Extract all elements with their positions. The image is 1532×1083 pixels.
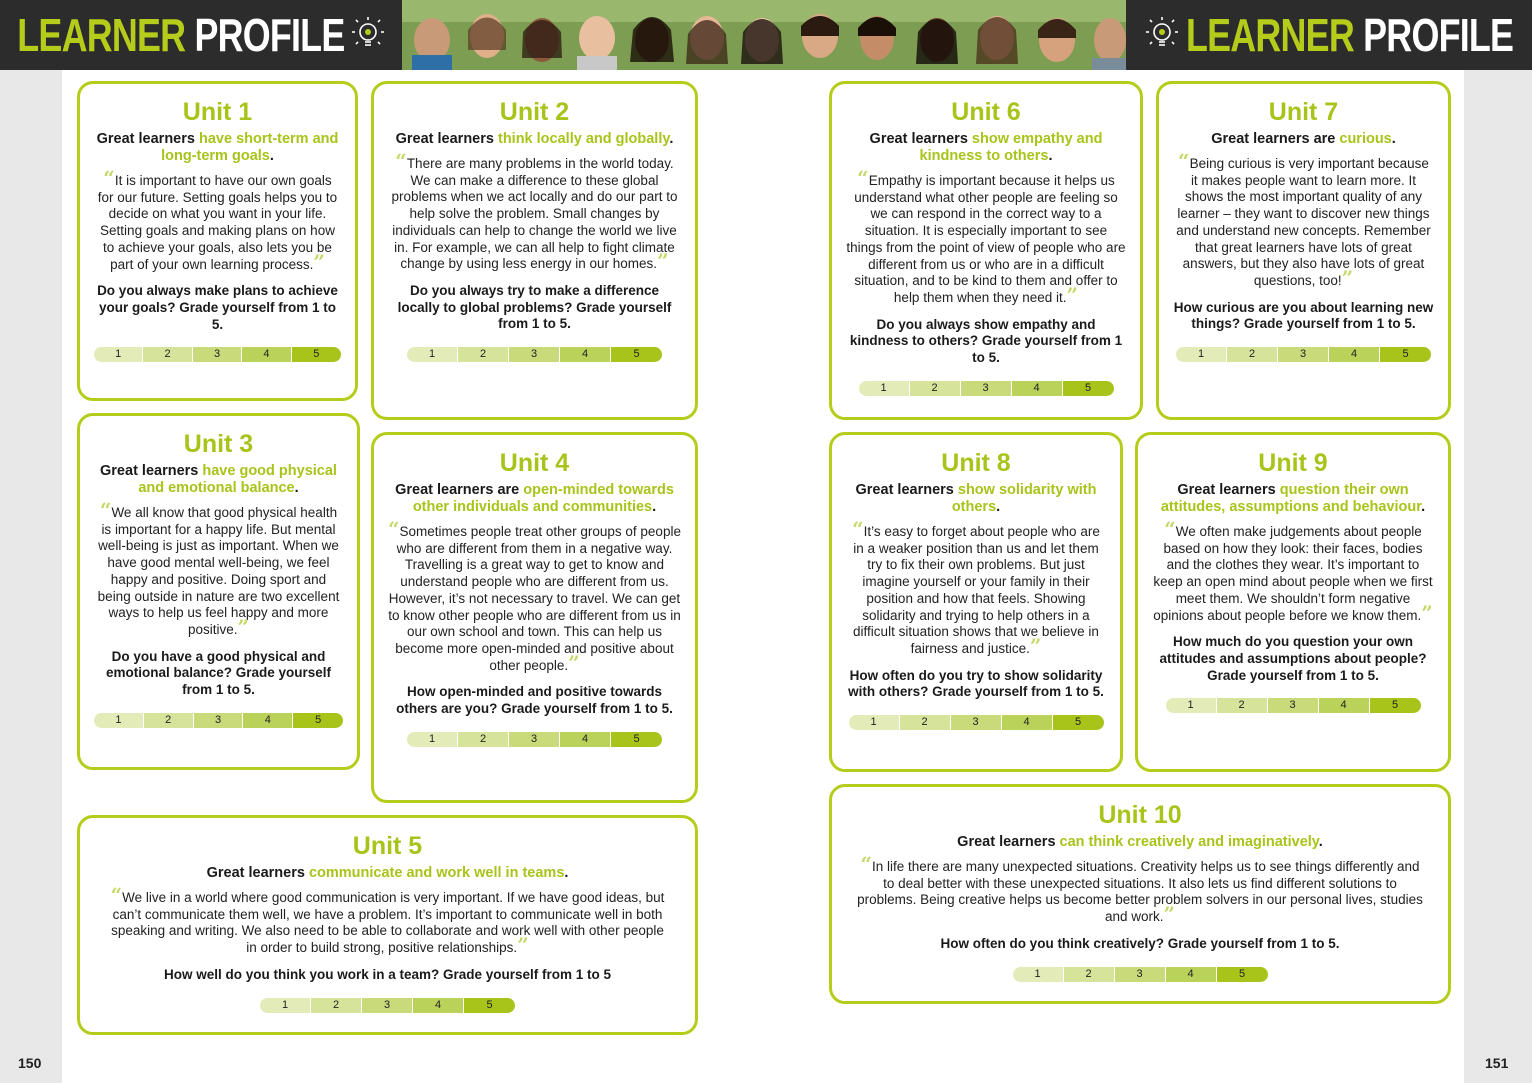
grade-option[interactable]: 2 xyxy=(1217,698,1268,713)
lead-prefix: Great learners xyxy=(96,131,199,147)
open-quote-icon: “ xyxy=(857,166,869,190)
unit-body-text: Sometimes people treat other groups of people who are different from them in a negative way. Travelling is a great way to get to know and understand people who are different from us. However, it’s not necessary to travel. We can get to know other people who are different from us in our own school and town. This can help us become more open-minded and positive about other people. xyxy=(388,524,681,673)
header-title-right: LEARNER PROFILE xyxy=(1186,9,1514,61)
grade-option[interactable]: 5 xyxy=(1217,967,1268,982)
close-quote-icon: ” xyxy=(313,249,325,274)
unit-question: Do you always show empathy and kindness to others? Grade yourself from 1 to 5. xyxy=(849,316,1123,366)
lead-highlight: curious xyxy=(1339,131,1392,147)
unit-body-text: We all know that good physical health is important for a happy life. But mental well-being is just as important. When we have good mental well-being, we feel happy and positive. Doing sport and being outside in nature are two excellent ways to help us feel happy and more positive. xyxy=(97,505,340,637)
grade-scale xyxy=(388,347,681,362)
grade-option[interactable]: 1 xyxy=(849,715,900,730)
header-right xyxy=(1126,0,1532,70)
grade-option[interactable]: 5 xyxy=(611,347,662,362)
lead-prefix: Great learners xyxy=(395,131,498,147)
lead-suffix: . xyxy=(996,499,1001,515)
unit-lead xyxy=(1173,131,1434,148)
unit-card xyxy=(829,784,1451,1004)
unit-card xyxy=(1156,81,1451,420)
grade-option[interactable]: 1 xyxy=(94,347,143,362)
unit-body-text: We live in a world where good communication is very important. If we have good ideas, but can’t communicate them well, we have a problem. It’s important to communicate well in both speaking and writing. We also need to be able to collaborate and work well with other people in order to build strong, positive relationships. xyxy=(111,890,665,956)
lead-highlight: think locally and globally xyxy=(497,131,670,147)
lead-suffix: . xyxy=(1391,131,1396,147)
grade-option[interactable]: 2 xyxy=(311,998,362,1013)
unit-body-text: Empathy is important because it helps us understand what other people are feeling so we can respond in the correct way to a situation. It is especially important to see things from the point of view of people who are different from us or who are in a difficult situation, and to be kind to them and offer to help them when they need it. xyxy=(846,173,1126,305)
unit-title: Unit 2 xyxy=(499,98,570,126)
grade-option[interactable]: 5 xyxy=(1053,715,1104,730)
unit-body-text: There are many problems in the world today. We can make a difference to these global problems when we act locally and do our part to help solve the problem. Small changes by individuals can help to change the world we live in. For example, we can all help to fight climate change by using less energy in our homes. xyxy=(391,156,678,272)
grade-option[interactable]: 4 xyxy=(560,732,611,747)
grade-option[interactable]: 4 xyxy=(560,347,611,362)
close-quote-icon: ” xyxy=(237,614,250,639)
lead-highlight: have good physical and emotional balance xyxy=(138,463,337,496)
close-quote-icon: ” xyxy=(657,249,669,274)
grade-option[interactable]: 1 xyxy=(407,347,458,362)
unit-body-text: In life there are many unexpected situations. Creativity helps us to see things differently and to deal better with these unexpected situations. It also lets us find different solutions to problems. Being creative helps us become better problem solvers in our personal lives, studies and work. xyxy=(857,859,1423,925)
lead-highlight: show empathy and kindness to others xyxy=(919,131,1103,164)
unit-lead xyxy=(94,131,341,165)
header-left xyxy=(0,0,402,70)
unit-card xyxy=(829,81,1143,420)
unit-title: Unit 7 xyxy=(1268,98,1339,126)
unit-body xyxy=(94,166,341,274)
close-quote-icon: ” xyxy=(568,650,580,675)
header-title-left: LEARNER PROFILE xyxy=(16,9,344,61)
unit-question: How often do you think creatively? Grade yourself from 1 to 5. xyxy=(940,935,1340,951)
grade-option[interactable]: 1 xyxy=(1013,967,1064,982)
close-quote-icon: ” xyxy=(1341,265,1354,290)
unit-question: How open-minded and positive towards others are you? Grade yourself from 1 to 5. xyxy=(396,684,673,717)
open-quote-icon: “ xyxy=(860,852,872,876)
unit-body xyxy=(388,149,681,274)
grade-option[interactable]: 3 xyxy=(951,715,1002,730)
grade-option[interactable]: 2 xyxy=(144,713,194,728)
open-quote-icon: “ xyxy=(1178,149,1190,173)
unit-card xyxy=(77,81,358,401)
unit-question: Do you always make plans to achieve your goals? Grade yourself from 1 to 5. xyxy=(97,283,338,332)
grade-option[interactable]: 4 xyxy=(1319,698,1370,713)
grade-option[interactable]: 5 xyxy=(292,347,341,362)
unit-lead xyxy=(856,834,1424,851)
grade-option[interactable]: 5 xyxy=(293,713,343,728)
grade-option[interactable]: 2 xyxy=(458,732,509,747)
left-margin xyxy=(0,70,62,1083)
unit-body xyxy=(1152,517,1434,625)
lead-prefix: Great learners xyxy=(957,834,1060,850)
unit-body-text: Being curious is very important because it makes people want to learn more. It shows the most important quality of any learner – they want to discover new things and understand new concepts. Remember that great learners have lots of great answers, but they also have lots of great questions, too! xyxy=(1176,156,1431,288)
grade-scale xyxy=(94,347,341,362)
close-quote-icon: ” xyxy=(1421,600,1433,625)
unit-card xyxy=(371,81,698,420)
unit-title: Unit 10 xyxy=(1098,801,1182,829)
lead-suffix: . xyxy=(564,865,569,881)
grade-scale xyxy=(856,967,1424,982)
grade-option[interactable]: 3 xyxy=(194,713,244,728)
grade-scale xyxy=(104,998,671,1013)
unit-card xyxy=(371,432,698,803)
grade-option[interactable]: 3 xyxy=(193,347,242,362)
lead-suffix: . xyxy=(269,148,274,164)
unit-body-text: It’s easy to forget about people who are in a weaker position than us and let them try to fix their own problems. But just imagine yourself or your family in their position and how that feels. Showing solidarity and trying to help others in a difficult situation shows that we believe in fairness and justice. xyxy=(853,524,1100,656)
grade-option[interactable]: 5 xyxy=(1380,347,1431,362)
grade-option[interactable]: 5 xyxy=(1063,381,1114,396)
unit-lead xyxy=(388,482,681,516)
grade-option[interactable]: 1 xyxy=(1166,698,1217,713)
unit-card xyxy=(829,432,1123,772)
grade-option[interactable]: 5 xyxy=(464,998,515,1013)
lead-suffix: . xyxy=(294,480,299,496)
grade-option[interactable]: 2 xyxy=(900,715,951,730)
open-quote-icon: “ xyxy=(852,517,864,541)
grade-option[interactable]: 3 xyxy=(1278,347,1329,362)
lead-prefix: Great learners xyxy=(869,131,972,147)
unit-lead xyxy=(94,463,343,497)
unit-body-text: It is important to have our own goals for our future. Setting goals helps you to decide on what you want in your life. Setting goals and making plans on how to achieve your goals, also lets you be part of your own learning process. xyxy=(97,173,338,272)
unit-question: How well do you think you work in a team? Grade yourself from 1 to 5 xyxy=(163,966,612,982)
grade-option[interactable]: 4 xyxy=(1329,347,1380,362)
grade-scale xyxy=(1152,698,1434,713)
lead-highlight: communicate and work well in teams xyxy=(308,865,565,881)
open-quote-icon: “ xyxy=(110,883,123,907)
grade-option[interactable]: 1 xyxy=(94,713,144,728)
unit-title: Unit 8 xyxy=(941,449,1011,477)
unit-body-text: We often make judgements about people based on how they look: their faces, bodies and the clothes they wear. It’s important to keep an open mind about people when we first meet them. We shouldn’t form negative opinions about people before we know them. xyxy=(1153,524,1433,623)
grade-option[interactable]: 4 xyxy=(1012,381,1063,396)
open-quote-icon: “ xyxy=(1164,517,1176,541)
unit-body xyxy=(388,517,681,675)
grade-option[interactable]: 4 xyxy=(1002,715,1053,730)
lead-suffix: . xyxy=(1318,834,1323,850)
close-quote-icon: ” xyxy=(1163,902,1176,927)
grade-scale xyxy=(94,713,343,728)
unit-question: How much do you question your own attitudes and assumptions about people? Grade yourself from 1 to 5. xyxy=(1159,634,1427,683)
grade-option[interactable]: 4 xyxy=(243,713,293,728)
page-number-left: 150 xyxy=(18,1055,42,1071)
grade-option[interactable]: 2 xyxy=(910,381,961,396)
open-quote-icon: “ xyxy=(388,517,400,541)
unit-title: Unit 6 xyxy=(951,98,1021,126)
grade-option[interactable]: 3 xyxy=(509,732,560,747)
open-quote-icon: “ xyxy=(99,498,112,522)
unit-question: Do you always try to make a difference locally to global problems? Grade yourself from 1 to 5. xyxy=(397,282,672,332)
open-quote-icon: “ xyxy=(395,149,407,173)
lead-highlight: open-minded towards other individuals and communities xyxy=(412,482,674,515)
lead-suffix: . xyxy=(652,499,657,515)
unit-body xyxy=(846,166,1126,307)
unit-question: How often do you try to show solidarity with others? Grade yourself from 1 to 5. xyxy=(848,667,1104,700)
right-margin xyxy=(1464,70,1532,1083)
unit-body xyxy=(94,498,343,639)
grade-option[interactable]: 3 xyxy=(362,998,413,1013)
unit-card xyxy=(77,815,698,1035)
unit-lead xyxy=(846,482,1106,516)
unit-title: Unit 5 xyxy=(352,832,423,860)
unit-lead xyxy=(388,131,681,148)
lightbulb-icon xyxy=(350,15,386,55)
grade-option[interactable]: 1 xyxy=(260,998,311,1013)
unit-lead xyxy=(846,131,1126,165)
grade-option[interactable]: 3 xyxy=(961,381,1012,396)
grade-option[interactable]: 3 xyxy=(1268,698,1319,713)
grade-option[interactable]: 1 xyxy=(407,732,458,747)
grade-option[interactable]: 4 xyxy=(242,347,291,362)
lead-highlight: show solidarity with others xyxy=(951,482,1097,515)
unit-title: Unit 4 xyxy=(499,449,570,477)
unit-body xyxy=(1173,149,1434,290)
lead-prefix: Great learners xyxy=(855,482,958,498)
lightbulb-icon xyxy=(1144,15,1180,55)
close-quote-icon: ” xyxy=(1066,282,1079,307)
lead-prefix: Great learners xyxy=(1177,482,1280,498)
unit-title: Unit 9 xyxy=(1258,449,1328,477)
unit-body xyxy=(856,852,1424,927)
grade-option[interactable]: 1 xyxy=(1176,347,1227,362)
grade-option[interactable]: 4 xyxy=(1166,967,1217,982)
unit-question: Do you have a good physical and emotional balance? Grade yourself from 1 to 5. xyxy=(105,648,332,698)
close-quote-icon: ” xyxy=(517,933,529,958)
open-quote-icon: “ xyxy=(103,166,115,190)
unit-card xyxy=(1135,432,1451,772)
grade-option[interactable]: 5 xyxy=(611,732,662,747)
unit-card xyxy=(77,413,360,770)
grade-option[interactable]: 2 xyxy=(1064,967,1115,982)
grade-option[interactable]: 2 xyxy=(1227,347,1278,362)
unit-title: Unit 3 xyxy=(183,430,254,458)
lead-highlight: question their own attitudes, assumptions and behaviour xyxy=(1160,482,1422,515)
lead-suffix: . xyxy=(1048,148,1053,164)
lead-suffix: . xyxy=(669,131,674,147)
grade-option[interactable]: 3 xyxy=(1115,967,1166,982)
lead-highlight: have short-term and long-term goals xyxy=(161,131,339,164)
grade-option[interactable]: 5 xyxy=(1370,698,1421,713)
grade-scale xyxy=(1173,347,1434,362)
unit-title: Unit 1 xyxy=(182,98,253,126)
lead-prefix: Great learners xyxy=(206,865,309,881)
lead-prefix: Great learners are xyxy=(1211,131,1340,147)
grade-option[interactable]: 4 xyxy=(413,998,464,1013)
unit-body xyxy=(104,883,671,958)
grade-scale xyxy=(846,715,1106,730)
page-number-right: 151 xyxy=(1485,1055,1509,1071)
lead-suffix: . xyxy=(1421,499,1426,515)
lead-highlight: can think creatively and imaginatively xyxy=(1059,834,1319,850)
unit-body xyxy=(846,517,1106,658)
grade-scale xyxy=(846,381,1126,396)
unit-question: How curious are you about learning new things? Grade yourself from 1 to 5. xyxy=(1173,299,1434,332)
unit-lead xyxy=(104,865,671,882)
lead-prefix: Great learners are xyxy=(395,482,524,498)
grade-option[interactable]: 1 xyxy=(859,381,910,396)
students-photo xyxy=(402,0,1126,70)
unit-lead xyxy=(1152,482,1434,516)
grade-option[interactable]: 3 xyxy=(509,347,560,362)
lead-prefix: Great learners xyxy=(100,463,203,479)
grade-option[interactable]: 2 xyxy=(458,347,509,362)
close-quote-icon: ” xyxy=(1029,633,1042,658)
grade-option[interactable]: 2 xyxy=(143,347,192,362)
grade-scale xyxy=(388,732,681,747)
